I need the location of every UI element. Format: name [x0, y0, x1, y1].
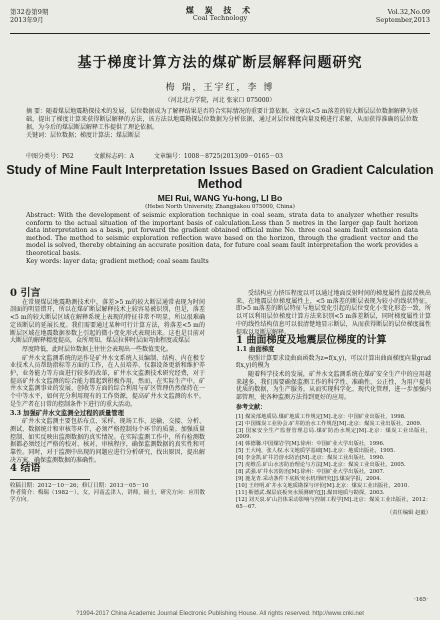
reference-item: [6] 李金凯.矿井岩溶水防治[M].北京：煤炭工业出版社，1990.: [236, 455, 385, 462]
abstract-cn-text: 摘 要：随着煤层地震勘探技术的发展，层位数据成为了解释结果是否符合实际情况的重要计算依据。文章以<5 m落差的较大断层层位数据解释为基础，提出了梯度计算来获得断层解释的方法，该方法以地震勘探层位数据为分析依据，通过对层位梯度向量及模进行求解，从而获得准确的层位数据，为今后的煤层断层解释工作提供了理论依据。: [26, 108, 418, 131]
section-heading-gradient: 1 曲面梯度及地震层位梯度的计算: [236, 335, 387, 347]
reference-item: [11] 靳德武.煤层底板突水预测研究[J].煤田地质与勘探，2003.: [236, 489, 385, 496]
header-rule: [10, 33, 430, 34]
editor-note: （责任编辑 赵毅）: [386, 510, 431, 517]
keywords-en: Key words: layer data; gradient method; coal seam faults: [26, 257, 209, 265]
abstract-cn: [26, 108, 418, 140]
received-date: 收稿日期：2012－10－26；修订日期：2013－05－10: [10, 483, 149, 490]
footnote-rule: [10, 479, 90, 480]
paragraph: 按照计算要求设曲面函数为z=f(x,y)，可以计算出曲面梯度向量grad f(x,y)的模为: [236, 354, 431, 370]
running-header: [10, 6, 430, 34]
reference-item: [2] 中国煤炭工业协会.矿井防治水工作规范[M].北京：煤炭工业出版社，2009.: [236, 420, 422, 427]
affiliation: （河北北方学院，河北 张家口 075000）: [164, 97, 276, 104]
abstract-en: [26, 212, 418, 265]
copyright-footer: ?1994-2017 China Academic Journal Electronic Publishing House. All rights reserved. http://www.cnki.net: [76, 610, 364, 617]
english-affiliation: (Hebei North University, Zhangjiakou 075000, China): [145, 204, 295, 210]
header-center: [10, 6, 430, 22]
references-heading: 参考文献：: [236, 403, 267, 411]
header-right: [376, 8, 430, 24]
reference-item: [7] 虎维岳.矿山水害防治理论与方法[M].北京：煤炭工业出版社，2005.: [236, 462, 406, 469]
author-bio: 作者简介：梅瑞（1982－），女，河南孟津人，讲师，硕士，研究方向：应用数学方向。: [10, 490, 205, 504]
paragraph: 受结构应力挤压程度以可以通过地面反射时间的梯度属性直接反映出来，在地震层位梯度属性上，<5 m落差的断层表现为较小的线状特征，即>5 m落差的断层特征与地层变化引起的层位变化小变化形态一致，所以可以利用层位梯度计算方法来识别<5 m落差断层，同时梯度属性计算中的线性结构信息可以很清楚地显示断层，从而获得断层的层位梯度属性提取以及断层解释。: [236, 290, 431, 336]
journal-name-cn: 煤 炭 技 术: [185, 5, 255, 15]
english-authors: MEI Rui, WANG Yu-hong, LI Bo: [157, 193, 283, 203]
keywords-cn: 关键词：层位数据；梯度计算法；煤层断层: [26, 132, 141, 139]
issue-date: 2013年9月: [10, 16, 44, 24]
paragraph: 矿井水文监测主要包括布点、采样、现场工作、运输、交接、分析、测试、数据统计和审核等环节，必须严格控制每个环节的质量。加强质量控制、如实反映出监测数据的真实情况。在实际监测工作中，所有检测数据都必须经过严格的校对、核对、审核程序，确保监测数据的真实性和可靠性。同时，对于监测中出现的问题应进行分析研究，找出原因，提出解决方案，确保监测数据的准确性。: [10, 418, 205, 464]
paragraph: 矿井水文监测系统的运作是矿井水文系统人员编制、结构、内在极专业技术人员帮助指标等方面的工作，在人员培养、仪器设备更新和维护养护，业务能力等方面进行较多的改革，矿井水文监测技术研究经费，对于提高矿井水文监测的综合能力都起到积极作用，然而，在实际生产中，矿井水文监测事业的发展、创收等方面的综合利用与矿区管理仍然保持在一个中等水平，如何充分利用现有的工作资源，提高矿井水文监测的水平，是生产者在日常的控制条件下进行的重大活动。: [10, 354, 205, 408]
section-heading-conclusion: 4 结语: [10, 463, 41, 475]
classification-line: [26, 153, 418, 161]
volume-issue: 第32卷第9期: [10, 8, 49, 16]
reference-item: [5] 王大纯，张人权.水文地质学基础[M].北京：地质出版社，1995.: [236, 448, 396, 455]
volume-issue-en: Vol.32,No.09: [387, 8, 430, 16]
paragraph: 厚度降低，此时层位数据上往往会表现出一些数值变化。: [22, 345, 173, 353]
article-title: 基于梯度计算方法的煤矿断层解释问题研究: [77, 55, 363, 71]
reference-item: [8] 武强.矿井水害防治[M].徐州：中国矿业大学出版社，2007.: [236, 469, 385, 475]
author-list: 梅 瑞，王宇红，李 博: [165, 83, 275, 93]
clc-number: 中图分类号：P62: [26, 153, 74, 160]
article-number: 文章编号：1008－8725(2013)09－0165－03: [153, 153, 283, 160]
reference-item: [4] 韩德馨.中国煤岩学[M].徐州：中国矿业大学出版社，1996.: [236, 441, 385, 448]
journal-name-en: Coal Technology: [192, 14, 248, 22]
reference-item: [10] 王经明.矿井水文地质勘探与评价[M].北京：煤炭工业出版社，2010.: [236, 482, 410, 489]
section-heading-intro: 0 引言: [10, 288, 41, 299]
reference-item: [3] 国家安全生产监督管理总局.煤矿防治水规定[M].北京：煤炭工业出版社，2009.: [236, 427, 431, 441]
right-column: [236, 290, 431, 517]
page-number: ·165·: [414, 597, 428, 603]
left-column: [10, 290, 205, 504]
subsection-heading-surface: 1.1 曲面梯度: [236, 345, 275, 353]
paragraph: 在常规煤层地震勘测技术中，落差>5 m的较大断层通常表现为时间剖面的明显错开，所以在煤矿断层解释技术上较容易被识别，但是，落差<5 m的较大断层区域在解释系统上表现的特征非常不明显，所以很难确定该断层的延展长度。我们需要通过某种可行计算方法，将落差<5 m的断层区域在地震数据参数上引起的微小变化形式表现出来。这也是目前对大断层的解释精度提高，众所周知，煤层拉伸时层面弯曲程度或煤层: [10, 298, 205, 345]
paragraph: 随着科学技术的发展，矿井水文监测系统在煤矿安全生产中的应用越来越多，我们需要确保监测工作的科学性、准确性、公正性，为用户提供优质的数据，为生产服务，从而实现科学化、现代化管理，进一步加强内部管理，使各种监测方法得到更好的应用。: [236, 371, 431, 402]
english-title: Study of Mine Fault Interpretation Issues Based on Gradient Calculation Method: [6, 163, 434, 191]
reference-item: [1] 煤炭部地质局.煤矿地质工作规定[M].北京：中国矿业出版社，1998.: [236, 413, 406, 420]
reference-item: [9] 施龙青.采动条件下底板突水机理研究[J].煤炭学报，2004.: [236, 475, 382, 482]
document-code: 文献标志码：A: [93, 153, 134, 160]
abstract-en-text: Abstract: With the development of seismic exploration technique in coal seam, strata data to analyzer whether results conform to the actual situation of the important basis of calculation.Less than 5 metres in the larger gap fault horizon data interpretation as a basis, put forward the gradient obtained official mine No. three coal seam fault extension data method. The method to seismic exploration reflection wave based on the horizon, through the gradient vector and the model is solved, thereby obtaining an accurate position data, for future coal seam fault interpretation the work provides a theoretical basis.: [26, 212, 418, 257]
reference-item: [12] 刘天泉.矿山岩体采动影响与控制工程学[M].北京：煤炭工业出版社，2012：65－67.: [236, 496, 431, 510]
subsection-heading: 3.3 加强矿井水文监测全过程的质量管理: [10, 409, 124, 417]
issue-date-en: September,2013: [375, 16, 430, 24]
references: [236, 405, 431, 518]
